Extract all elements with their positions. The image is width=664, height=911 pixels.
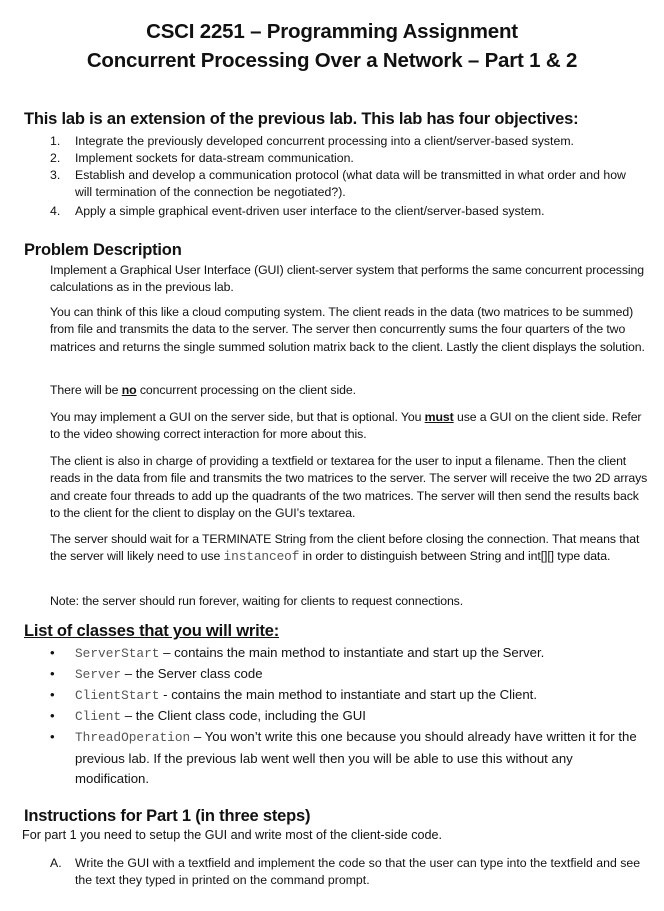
text-segment: There will be: [50, 383, 122, 397]
text-segment: concurrent processing on the client side.: [136, 383, 356, 397]
problem-paragraph-7: Note: the server should run forever, waiting for clients to request connections.: [50, 594, 464, 608]
objective-number: 4.: [50, 204, 61, 218]
problem-paragraph-5: The client is also in charge of providing a textfield or textarea for the user to input a filename. Then the client reads in the data from file and transmits the two matrices to the server. The server will receive the two 2D arrays and create four threads to add up the quadrants of the two matrices. The server will then send the results back to the client for the client to display on the GUI’s textarea.: [50, 454, 648, 521]
class-description: – the Client class code, including the GUI: [121, 708, 366, 723]
class-description: – contains the main method to instantiate and start up the Server.: [159, 645, 545, 660]
problem-paragraph-1: Implement a Graphical User Interface (GUI) client-server system that performs the same concurrent processing calculations as in the previous lab.: [50, 263, 645, 295]
objective-text: Apply a simple graphical event-driven user interface to the client/server-based system.: [75, 204, 545, 218]
intro-heading: This lab is an extension of the previous lab. This lab has four objectives:: [24, 110, 579, 128]
objective-text: Integrate the previously developed concurrent processing into a client/server-based system.: [75, 134, 574, 148]
objective-text: Establish and develop a communication protocol (what data will be transmitted in what order and how will termination of the connection be negotiated?).: [75, 168, 626, 200]
problem-paragraph-3: [50, 382, 650, 399]
bullet-icon: •: [50, 666, 55, 681]
text-segment: You may implement a GUI on the server side, but that is optional. You: [50, 410, 425, 424]
class-name: Client: [75, 709, 122, 724]
problem-paragraph-4: [50, 409, 650, 444]
bullet-icon: •: [50, 645, 55, 660]
class-name: Server: [75, 667, 122, 682]
text-segment: in order to distinguish between String and int[][] type data.: [299, 549, 611, 564]
class-name: ClientStart: [75, 688, 160, 703]
bullet-icon: •: [50, 729, 55, 744]
part1-heading: Instructions for Part 1 (in three steps): [24, 807, 311, 825]
class-name: ServerStart: [75, 646, 160, 661]
emphasis-must: must: [424, 410, 454, 424]
classes-heading: List of classes that you will write:: [24, 622, 280, 640]
page-subtitle: Concurrent Processing Over a Network – Part 1 & 2: [86, 49, 578, 72]
step-text: Write the GUI with a textfield and implement the code so that the user can type into the textfield and see the text they typed in printed on the command prompt.: [75, 856, 641, 888]
part1-intro: For part 1 you need to setup the GUI and write most of the client-side code.: [22, 828, 443, 842]
objective-text: Implement sockets for data-stream communication.: [75, 151, 354, 165]
objective-number: 3.: [50, 168, 61, 182]
objective-number: 1.: [50, 134, 61, 148]
emphasis-no: no: [121, 383, 137, 397]
page-title: CSCI 2251 – Programming Assignment: [146, 20, 518, 43]
class-description: – the Server class code: [121, 666, 263, 681]
class-name: ThreadOperation: [75, 730, 191, 745]
bullet-icon: •: [50, 687, 55, 702]
text-segment: The server should wait for a TERMINATE String from the client before closing the connection. That means that the server will likely need to use: [50, 532, 640, 564]
problem-paragraph-6: [50, 531, 650, 566]
problem-heading: Problem Description: [24, 241, 182, 259]
step-letter: A.: [50, 856, 62, 870]
problem-paragraph-2: You can think of this like a cloud computing system. The client reads in the data (two matrices to be summed) from file and transmits the data to the server. The server then concurrently sums the four quarters of the two matrices and returns the single summed solution matrix back to the client. Lastly the client displays the solution.: [50, 305, 645, 354]
class-description: - contains the main method to instantiate and start up the Client.: [159, 687, 538, 702]
text-segment: use a GUI on the client side. Refer to the video showing correct interaction for more about this.: [50, 410, 642, 442]
class-description: – You won’t write this one because you should already have written it for the previous lab. If the previous lab went well then you will be able to use this without any modification.: [75, 729, 637, 786]
code-instanceof: instanceof: [223, 549, 300, 565]
bullet-icon: •: [50, 708, 55, 723]
objective-number: 2.: [50, 151, 61, 165]
